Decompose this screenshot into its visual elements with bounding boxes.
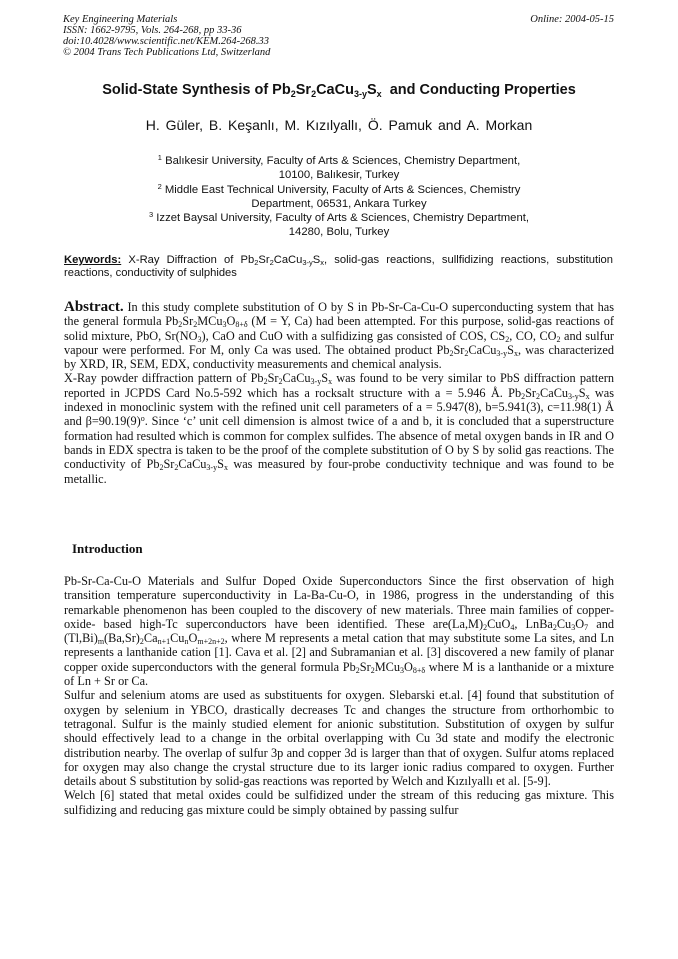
author-list: H. Güler, B. Keşanlı, M. Kızılyallı, Ö. Pamuk and A. Morkan: [145, 117, 533, 133]
affiliation-3: $^3$ Izzet Baysal University, Faculty of Arts & Sciences, Chemistry Department, 14280, Bolu, Turkey: [148, 210, 530, 238]
online-date: Online: 2004-05-15: [530, 14, 614, 25]
abstract-paragraph-1: Abstract. In this study complete substitution of O by S in Pb-Sr-Ca-Cu-O superconducting system that has the general formula $Pb_2Sr_2MCu_3O_{8+\delta}$ (M = Y, Ca) had been attempted. For this purpose, solid-gas reactions of solid mixture, PbO, $Sr(NO_3)$, CaO and CuO with a sulfidizing gas consisted of COS, $CS_2$, CO, $CO_2$ and sulfur vapour were performed. For M, only Ca was used. The obtained product $Pb_2Sr_2CaCu_{3-y}S_x$, was characterized by XRD, IR, SEM, EDX, conductivity measurements and chemical analysis.: [64, 299, 614, 372]
affiliation-1: $^1$ Balıkesir University, Faculty of Arts & Sciences, Chemistry Department, 10100, Balıkesir, Turkey: [157, 153, 521, 181]
introduction-paragraph-3: Welch [6] stated that metal oxides could be sulfidized under the stream of this reducing gas mixture. This sulfidizing and reducing gas mixture could be simply obtained by passing sulfur: [64, 788, 614, 817]
abstract-label: Abstract.: [64, 299, 124, 315]
abstract: [64, 300, 614, 486]
copyright-line: © 2004 Trans Tech Publications Ltd, Switzerland: [63, 47, 271, 58]
paper-title: Solid-State Synthesis of $Pb_2Sr_2CaCu_{3-y}S_x$ and Conducting Properties: [102, 82, 576, 99]
journal-header: [63, 14, 270, 58]
introduction-paragraph-1: Pb-Sr-Ca-Cu-O Materials and Sulfur Doped Oxide Superconductors Since the first observation of high transition temperature superconductivity in La-Ba-Cu-O, in 1986, progress in the understanding of this remarkable phenomenon has been coupled to the discovery of new materials. Three main families of copper-oxide- based high-Tc superconductors have been identified. These $are(La,M)_2CuO_4$, $LnBa_2Cu_3O_7$ and $(Tl,Bi)_m(Ba,Sr)_2Ca_{n+1}Cu_nO_{m+2n+2}$, where M represents a metal cation that may substitute some La sites, and Ln represents a lanthanide cation [1]. Cava et al. [2] and Subramanian et al. [3] discovered a new family of planar copper oxide superconductors with the general formula $Pb_2Sr_2MCu_3O_{8+\delta}$ where M is a lanthanide or a mixture of Ln + Sr or Ca.: [64, 574, 614, 689]
abstract-paragraph-2: X-Ray powder diffraction pattern of $Pb_2Sr_2CaCu_{3-y}S_x$ was found to be very similar to PbS diffraction pattern reported in JCPDS Card No.5-592 which has a rocksalt structure with a = 5.946 Å. $Pb_2Sr_2CaCu_{3-y}S_x$ was indexed in monoclinic system with the refined unit cell parameters of a = 5.947(8), b=5.941(3), c=11.98(1) Å and $\beta=90.19(9)^o$. Since ‘c’ unit cell dimension is almost twice of a and b, it is concluded that a superstructure formation had resulted which is common for complex sulfides. The absence of metal oxygen bands in IR and O bands in EDX spectra is taken to be the proof of the complete substitution of O by S by solid gas reactions. The conductivity of $Pb_2Sr_2CaCu_{3-y}S_x$ was measured by four-probe conductivity technique and was found to be metallic.: [64, 371, 615, 486]
keywords: Keywords: X-Ray Diffraction of $Pb_2Sr_2CaCu_{3-y}S_x$, solid-gas reactions, sullfidizing reactions, substitution reactions, conductivity of sulphides: [64, 254, 613, 279]
doi-line: doi:10.4028/www.scientific.net/KEM.264-268.33: [63, 36, 269, 47]
issn-line: ISSN: 1662-9795, Vols. 264-268, pp 33-36: [63, 25, 242, 36]
keywords-label: Keywords:: [64, 254, 122, 266]
affiliation-2: $^2$ Middle East Technical University, Faculty of Arts & Sciences, Chemistry Department, 06531, Ankara Turkey: [157, 182, 521, 210]
introduction-heading: Introduction: [72, 541, 143, 556]
journal-name: Key Engineering Materials: [63, 14, 178, 25]
introduction-body: [64, 574, 614, 817]
introduction-paragraph-2: Sulfur and selenium atoms are used as substituents for oxygen. Slebarski et.al. [4] found that substitution of oxygen by selenium in YBCO, drastically decreases Tc and changes the structure from orthorhombic to tetragonal. Sulfur is the mainly studied element for anionic substitution. Substitution of oxygen by sulfur should effectively lead to a change in the orbital overlapping with Cu 3d state and modify the electronic distribution nearby. The overlap of sulfur 3p and copper 3d is larger than that of oxygen. Sulfur atoms replaced for oxygen may also change the crystal structure due to its larger ionic radius compared to oxygen. Further details about S substitution by solid-gas reactions was reported by Welch and Kızılyallı et al. [5-9].: [64, 688, 614, 789]
